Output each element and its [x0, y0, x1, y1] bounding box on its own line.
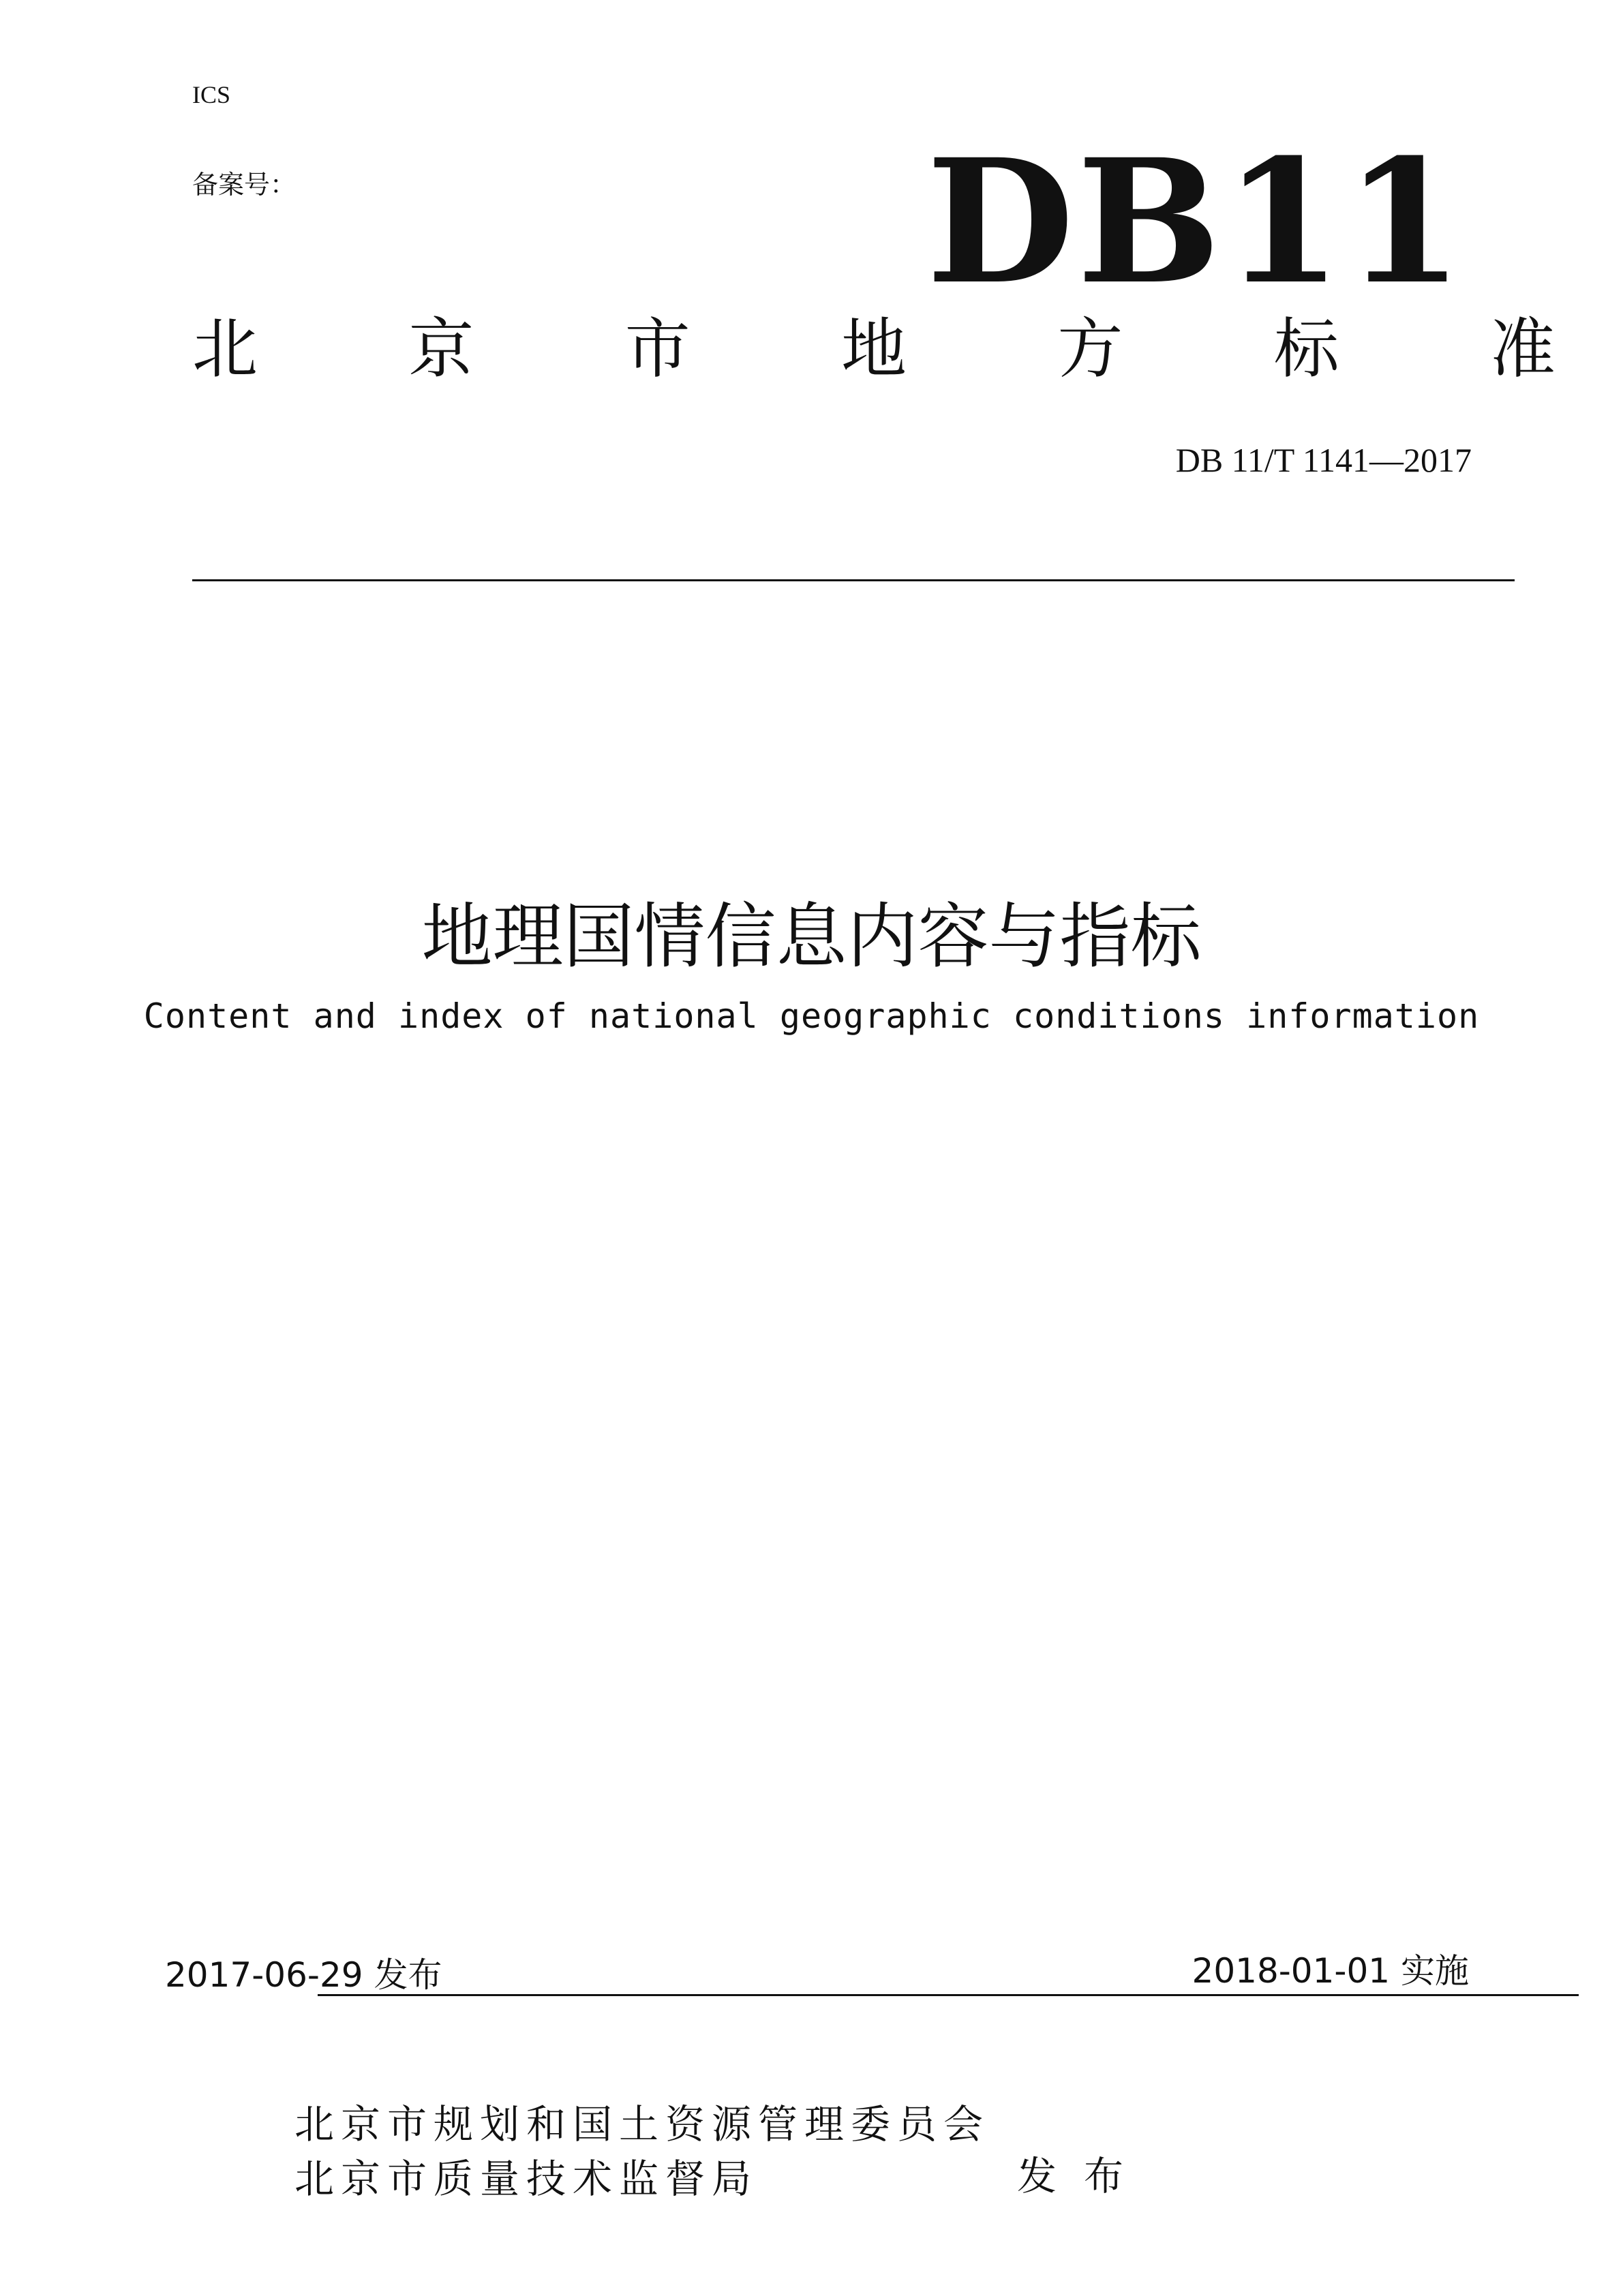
standard-type-char: 京	[408, 311, 474, 387]
ics-label: ICS	[192, 81, 231, 108]
publication-date: 2017-06-29 发布	[165, 1955, 442, 1995]
footer-divider	[318, 1994, 1579, 1996]
issuer-quality-bureau: 北京市质量技术监督局	[294, 2156, 759, 2202]
effective-date: 2018-01-01 实施	[1192, 1951, 1469, 1991]
standard-type-heading	[192, 313, 1556, 386]
issuer-planning-commission: 北京市规划和国土资源管理委员会	[294, 2101, 990, 2147]
header-divider	[192, 579, 1515, 581]
standard-type-char: 方	[1057, 311, 1123, 387]
document-title-chinese: 地理国情信息内容与指标	[421, 895, 1202, 978]
document-title-english: Content and index of national geographic conditions information	[143, 996, 1480, 1036]
standard-type-char: 北	[192, 311, 258, 387]
standard-type-char: 地	[840, 311, 907, 387]
standard-type-char: 市	[624, 311, 691, 387]
filing-number-label: 备案号：	[192, 170, 297, 200]
standard-type-char: 准	[1489, 311, 1556, 387]
standard-type-char: 标	[1273, 311, 1339, 387]
standard-number: DB 11/T 1141—2017	[1175, 441, 1472, 479]
standard-code-logo: DB11	[926, 121, 1466, 322]
issue-label: 发布	[1017, 2153, 1151, 2199]
